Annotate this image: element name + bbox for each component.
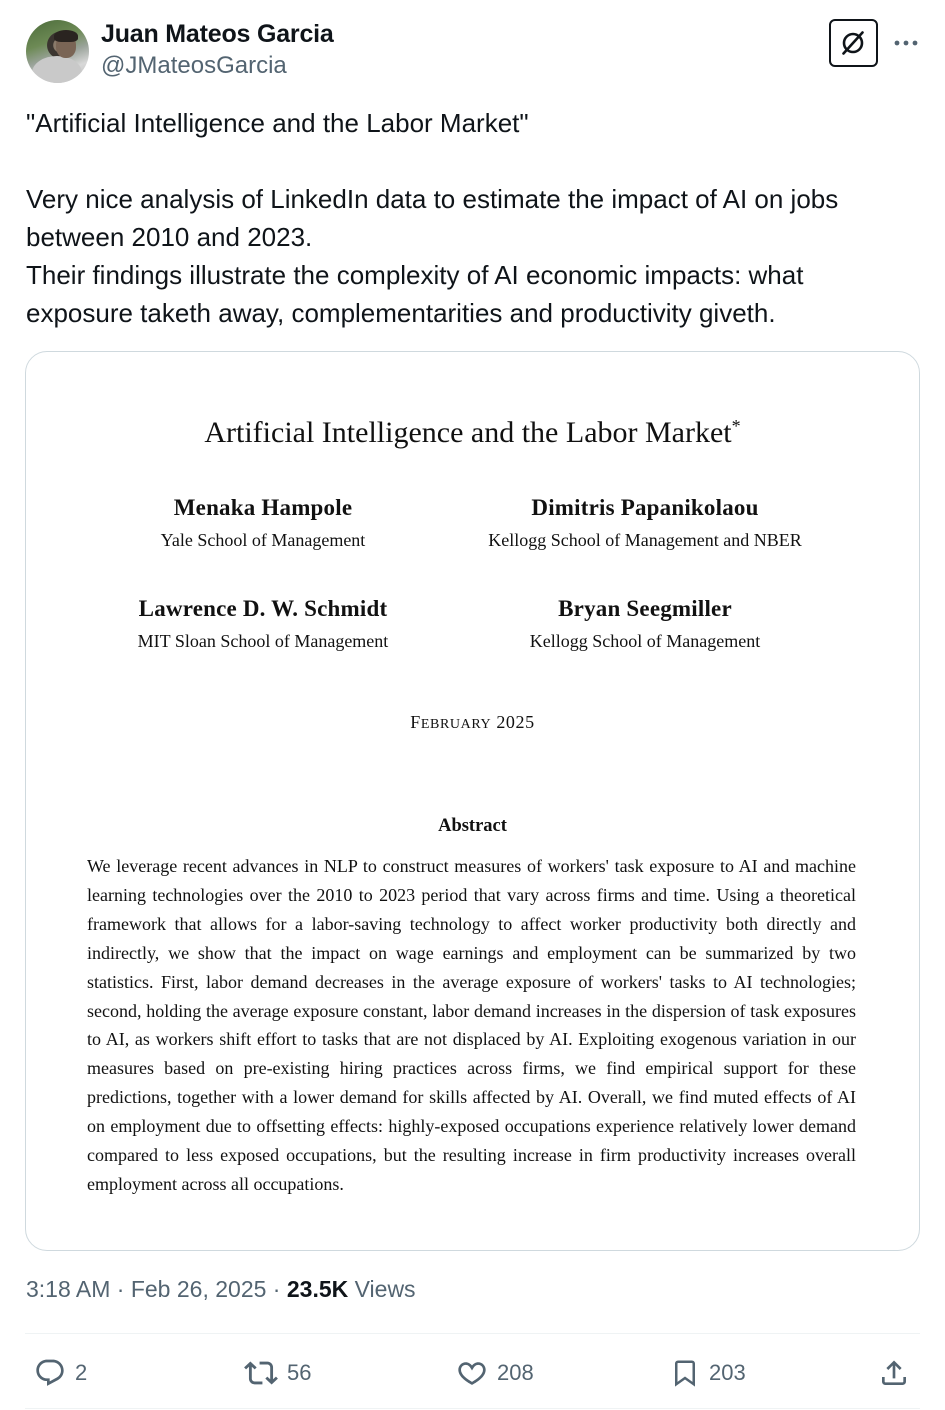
author-affiliation: Kellogg School of Management and NBER: [488, 530, 802, 550]
like-count: 208: [497, 1360, 534, 1385]
heart-icon: [456, 1357, 488, 1389]
share-button[interactable]: [878, 1353, 919, 1393]
paper-page: [26, 352, 919, 1250]
tweet-text-line: Their findings illustrate the complexity of AI economic impacts: what exposure taketh away, complementarities and productivity giveth.: [26, 260, 804, 328]
grok-icon: [840, 30, 866, 56]
tweet-text-line: Very nice analysis of LinkedIn data to estimate the impact of AI on jobs between 2010 and 2023.: [26, 184, 839, 252]
retweet-icon: [244, 1356, 278, 1390]
grok-button[interactable]: [829, 19, 878, 67]
views-count: 23.5K: [286, 1276, 349, 1302]
author-affiliation: MIT Sloan School of Management: [137, 631, 389, 651]
avatar[interactable]: [26, 20, 89, 83]
meta-separator: ·: [116, 1276, 125, 1302]
tweet-metadata: [26, 1276, 416, 1303]
bookmark-button[interactable]: [670, 1353, 746, 1393]
author-affiliation: Yale School of Management: [160, 530, 366, 550]
more-icon: [893, 39, 919, 47]
reply-icon: [34, 1357, 66, 1389]
retweet-count: 56: [287, 1360, 312, 1385]
tweet-header: [0, 0, 945, 100]
bookmark-icon: [670, 1357, 700, 1389]
meta-separator: ·: [272, 1276, 281, 1302]
attached-image[interactable]: [25, 351, 920, 1251]
paper-author: [435, 596, 855, 652]
author-affiliation: Kellogg School of Management: [529, 631, 761, 651]
author-name: Bryan Seegmiller: [558, 596, 732, 621]
abstract-text: We leverage recent advances in NLP to construct measures of workers' task exposure to AI and machine learning technologies over the 2010 to 2023 period that vary across firms and time. Using a theoretical framework that allows for a labor-saving technology to affect worker productivity both directly and indirectly, we show that the impact on wage earnings and employment can be summarized by two statistics. First, labor demand decreases in the average exposure of workers' tasks to AI technologies; second, holding the average exposure constant, labor demand increases in the dispersion of task exposures to AI, as workers shift effort to tasks that are not displaced by AI. Exploiting exogenous variation in our measures based on pre-existing hiring practices across firms, we find empirical support for these predictions, together with a lower demand for skills affected by AI. Overall, we find muted effects of AI on employment due to offsetting effects: highly-exposed occupations experience relatively lower demand compared to less exposed occupations, but the resulting increase in firm productivity increases overall employment across all occupations.: [87, 856, 856, 1194]
share-icon: [878, 1357, 910, 1389]
retweet-button[interactable]: [244, 1353, 311, 1393]
tweet-date[interactable]: Feb 26, 2025: [130, 1276, 267, 1302]
reply-count: 2: [75, 1360, 88, 1385]
tweet-text-line: "Artificial Intelligence and the Labor Market": [26, 108, 529, 138]
like-button[interactable]: [456, 1353, 534, 1393]
paper-author: [53, 596, 473, 652]
paper-title: Artificial Intelligence and the Labor Market*: [204, 416, 741, 449]
author-name: Menaka Hampole: [173, 495, 353, 520]
bookmark-count: 203: [709, 1360, 746, 1385]
author-handle[interactable]: @JMateosGarcia: [101, 52, 287, 79]
author-name: Lawrence D. W. Schmidt: [138, 596, 388, 621]
author-name: Dimitris Papanikolaou: [531, 495, 759, 520]
divider: [25, 1333, 920, 1334]
tweet-text: [26, 104, 916, 332]
abstract-heading: Abstract: [438, 816, 507, 836]
reply-button[interactable]: [34, 1353, 87, 1393]
paper-author: [435, 495, 855, 551]
views-label: Views: [354, 1276, 416, 1302]
paper-date: FEBRUARY 2025: [410, 712, 535, 732]
tweet-time[interactable]: 3:18 AM: [26, 1276, 111, 1302]
author-display-name[interactable]: Juan Mateos Garcia: [101, 20, 334, 48]
paper-author: [53, 495, 473, 551]
action-bar: [0, 1345, 945, 1401]
divider: [25, 1408, 920, 1409]
more-button[interactable]: [891, 28, 921, 58]
